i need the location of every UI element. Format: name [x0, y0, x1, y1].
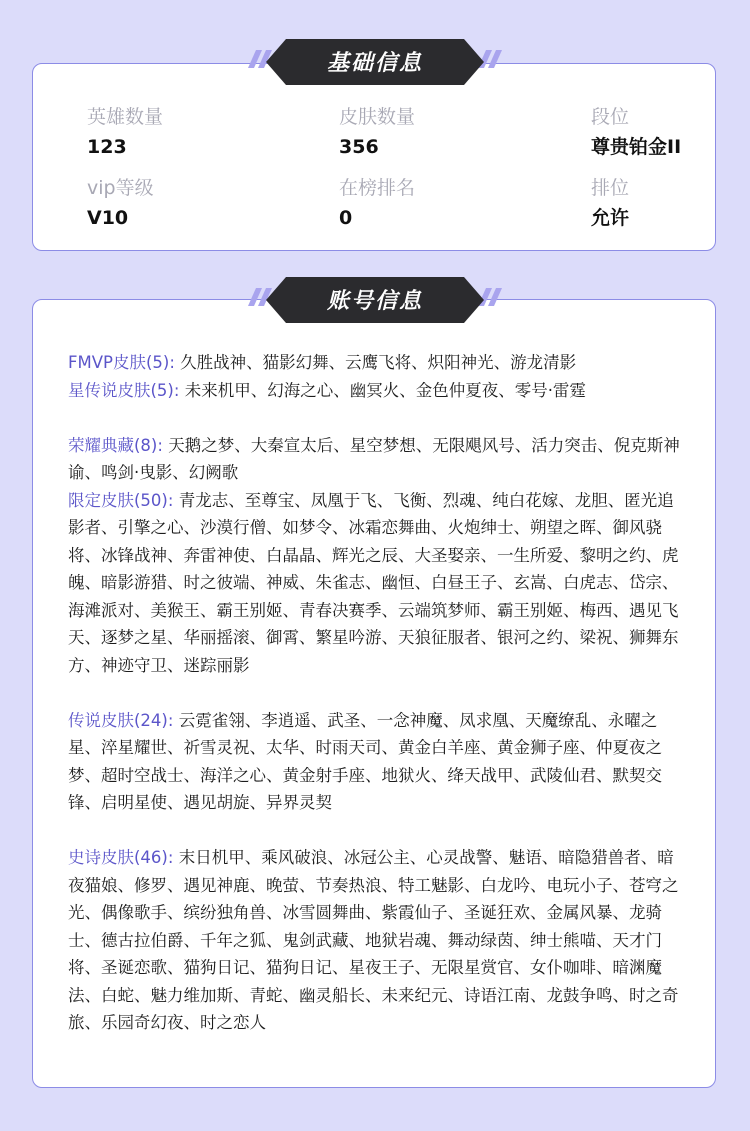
stat-label: vip等级	[87, 177, 154, 199]
stat-vip-level	[87, 175, 287, 231]
section-label: 传说皮肤(24):	[68, 710, 174, 730]
section-star-legend-skins	[68, 377, 688, 405]
stat-label: 段位	[591, 106, 630, 128]
stat-label: 排位	[591, 177, 630, 199]
account-info-title: 账号信息	[326, 289, 423, 314]
basic-info-banner	[0, 38, 750, 86]
skin-sections	[68, 349, 688, 1037]
stat-rank-tier	[591, 104, 750, 160]
section-text: 久胜战神、猫影幻舞、云鹰飞将、炽阳神光、游龙清影	[180, 353, 577, 372]
section-legend-skins	[68, 707, 688, 817]
section-label: 星传说皮肤(5):	[68, 380, 180, 400]
stat-label: 英雄数量	[87, 106, 164, 128]
stat-value: V10	[87, 207, 129, 229]
stat-value: 0	[339, 207, 353, 229]
stat-ranked-allowed	[591, 175, 750, 231]
account-info-card	[32, 299, 716, 1088]
account-info-banner	[0, 276, 750, 324]
spacer	[68, 679, 688, 707]
stat-value: 尊贵铂金II	[591, 136, 682, 158]
stat-skin-count	[339, 104, 539, 160]
section-fmvp-skins	[68, 349, 688, 377]
spacer	[68, 817, 688, 845]
section-text: 青龙志、至尊宝、凤凰于飞、飞衡、烈魂、纯白花嫁、龙胆、匿光追影者、引擎之心、沙漠行僧、如梦令、冰霜恋舞曲、火炮绅士、朔望之晖、御风骁将、冰锋战神、奔雷神使、白晶晶、辉光之辰、大圣娶亲、一生所爱、黎明之约、虎魄、暗影游猎、时之彼端、神威、朱雀志、幽恒、白昼王子、玄嵩、白虎志、岱宗、海滩派对、美猴王、霸王别姬、青春决赛季、云端筑梦师、霸王别姬、梅西、遇见飞天、逐梦之星、华丽摇滚、御霄、繁星吟游、天狼征服者、银河之约、梁祝、狮舞东方、神迹守卫、迷踪丽影	[68, 490, 679, 675]
section-label: 限定皮肤(50):	[68, 490, 174, 510]
stat-leaderboard-rank	[339, 175, 539, 231]
stat-label: 在榜排名	[339, 177, 416, 199]
section-glory-collection	[68, 432, 688, 487]
basic-info-card	[32, 63, 716, 251]
spacer	[68, 404, 688, 432]
stat-value: 123	[87, 136, 127, 158]
section-label: FMVP皮肤(5):	[68, 353, 175, 372]
section-epic-skins	[68, 844, 688, 1037]
stat-hero-count	[87, 104, 287, 160]
stat-label: 皮肤数量	[339, 106, 416, 128]
section-text: 云霓雀翎、李逍遥、武圣、一念神魔、凤求凰、天魔缭乱、永曜之星、淬星耀世、祈雪灵祝、太华、时雨天司、黄金白羊座、黄金狮子座、仲夏夜之梦、超时空战士、海洋之心、黄金射手座、地狱火、绛天战甲、武陵仙君、默契交锋、启明星使、遇见胡旋、异界灵契	[68, 710, 662, 812]
stat-value: 允许	[591, 207, 630, 229]
stat-value: 356	[339, 136, 379, 158]
section-text: 天鹅之梦、大秦宣太后、星空梦想、无限飓风号、活力突击、倪克斯神谕、鸣剑·曳影、幻阙歌	[68, 435, 680, 482]
section-text: 末日机甲、乘风破浪、冰冠公主、心灵战警、魅语、暗隐猎兽者、暗夜猫娘、修罗、遇见神鹿、晚萤、节奏热浪、特工魅影、白龙吟、电玩小子、苍穹之光、偶像歌手、缤纷独角兽、冰雪圆舞曲、紫霞仙子、圣诞狂欢、金属风暴、龙骑士、德古拉伯爵、千年之狐、鬼剑武藏、地狱岩魂、舞动绿茵、绅士熊喵、天才门将、圣诞恋歌、猫狗日记、猫狗日记、星夜王子、无限星赏官、女仆咖啡、暗渊魔法、白蛇、魅力维加斯、青蛇、幽灵船长、未来纪元、诗语江南、龙鼓争鸣、时之奇旅、乐园奇幻夜、时之恋人	[68, 848, 679, 1032]
section-text: 未来机甲、幻海之心、幽冥火、金色仲夏夜、零号·雷霆	[184, 380, 586, 400]
basic-info-title: 基础信息	[326, 51, 423, 76]
section-limited-skins	[68, 487, 688, 680]
section-label: 史诗皮肤(46):	[68, 848, 174, 867]
section-label: 荣耀典藏(8):	[68, 435, 163, 455]
